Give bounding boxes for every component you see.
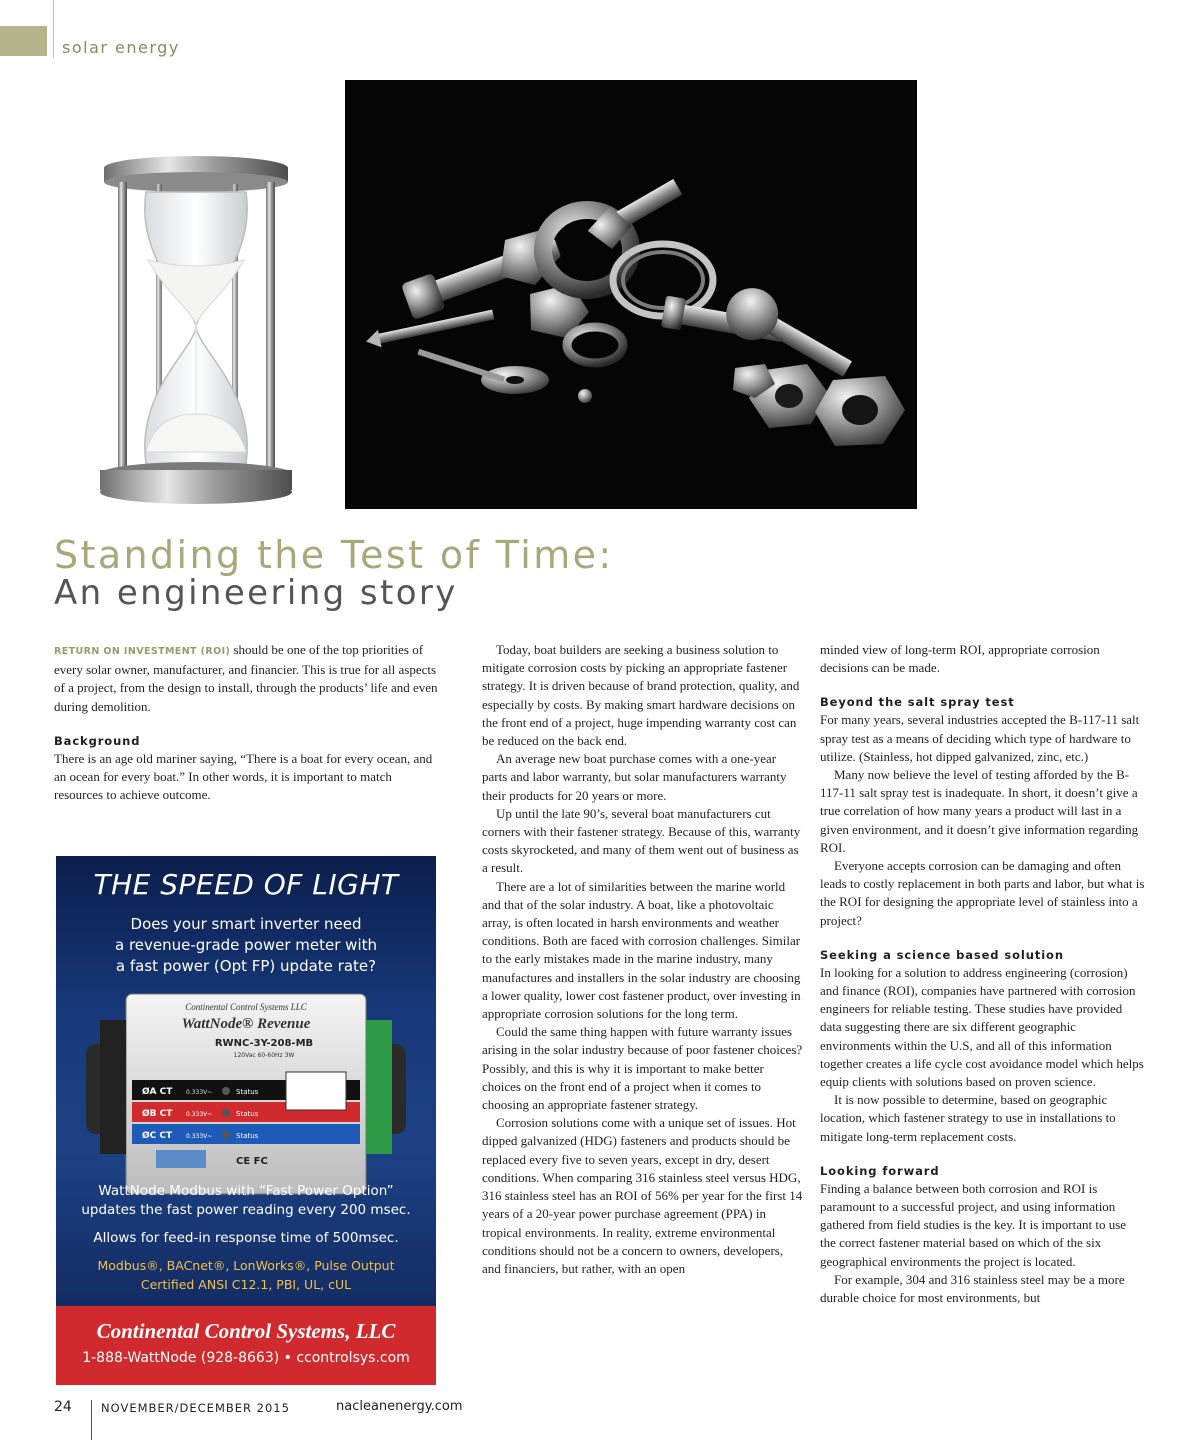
subhead-salt-spray: Beyond the salt spray test [820,695,1015,710]
paragraph: Everyone accepts corrosion can be damaging and often leads to costly replacement in both parts and labor, but what is the ROI for designing the appropriate level of stainless into a project? [820,858,1145,928]
section-tab [0,26,47,56]
paragraph: minded view of long-term ROI, appropriate corrosion decisions can be made. [820,642,1100,676]
paragraph: It is now possible to determine, based on geographic location, which fastener strategy to use in installations to mitigate long-term replacement costs. [820,1092,1116,1144]
paragraph: Could the same thing happen with future warranty issues arising in the solar industry because of poor fastener choices? Possibly, and this is why it is important to make better choices on the front end of a project when it comes to choosing an appropriate fastener strategy. [482,1024,803,1113]
ad-footer-banner [56,1306,436,1385]
paragraph: There is an age old mariner saying, “There is a boat for every ocean, and an ocean for every boat.” In other words, it is important to match resources to achieve outcome. [54,750,433,803]
paragraph: Today, boat builders are seeking a business solution to mitigate corrosion costs by picking an appropriate fastener strategy. It is driven because of brand protection, quality, and especially by costs. By making smart hardware decisions on the front end of a project, huge impending warranty cost can be reduced on the back end. [482,642,800,749]
paragraph: For example, 304 and 316 stainless steel may be a more durable choice for most environments, but [820,1271,1125,1306]
subhead-science: Seeking a science based solution [820,947,1064,962]
fasteners-image [345,80,917,509]
folio-divider [91,1400,92,1440]
ad-features: WattNode Modbus with “Fast Power Option” updates the fast power reading every 200 msec. [81,1183,411,1218]
subhead-looking-forward: Looking forward [820,1163,940,1178]
paragraph: Many now believe the level of testing afforded by the B-117-11 salt spray test is inadequate. In short, it doesn’t give a true correlation of how many years a product will last in a given environment, and it doesn’t give information regarding ROI. [820,767,1139,855]
headline-subtitle: An engineering story [54,573,458,613]
ad-contact[interactable]: 1-888-WattNode (928-8663) • ccontrolsys.com [82,1350,410,1366]
ad-headline: THE SPEED OF LIGHT [93,868,399,901]
article-column-3 [820,641,1145,1307]
lead-in: RETURN ON INVESTMENT (ROI) [54,646,231,657]
paragraph: An average new boat purchase comes with a one-year parts and labor warranty, but solar manufacturers warranty their products for 20 years or more. [482,751,787,803]
article-column-2 [482,641,804,1278]
svg-text:ØC CT: ØC CT [142,1131,173,1141]
intro-paragraph: RETURN ON INVESTMENT (ROI) should be one of the top priorities of every solar owner, manufacturer, and financier. This is true for all aspects of a project, from the design to install, through the products’ life and even during demolition. [54,642,438,714]
ad-company-name: Continental Control Systems, LLC [96,1319,396,1343]
paragraph: For many years, several industries accepted the B-117-11 salt spray test as a means of deciding which type of hardware to utilize. (Stainless, hot dipped galvanized, zinc, etc.) [820,712,1140,764]
subhead-background: Background [54,733,141,748]
headline-title: Standing the Test of Time: [54,533,614,577]
page-number: 24 [54,1399,72,1415]
ad-response: Allows for feed-in response time of 500msec. [93,1230,399,1246]
svg-text:CE FC: CE FC [236,1156,268,1167]
svg-text:0.333V~: 0.333V~ [186,1089,213,1096]
paragraph: Finding a balance between both corrosion and ROI is paramount to a successful project, and using information gathered from field studies is the key. It is important to use the correct fastener material based on which of the six geographical environments the project is located. [820,1180,1127,1269]
svg-text:Status: Status [236,1088,259,1096]
ad-protocols: Modbus®, BACnet®, LonWorks®, Pulse Output Certified ANSI C12.1, PBI, UL, cUL [97,1258,395,1292]
article-column-1 [54,641,440,804]
paragraph: Up until the late 90’s, several boat manufacturers cut corners with their fastener strategy. Because of this, warranty costs skyrocketed, and many of them went out of business as a result. [482,805,801,876]
paragraph: In looking for a solution to address engineering (corrosion) and finance (ROI), companies have partnered with corrosion engineers for reliable testing. These studies have provided data suggesting there are six different geographic environments within the U.S, and all of this information together creates a life cycle cost avoidance model which helps equip clients with solutions based on proven science. [820,964,1144,1090]
svg-text:120Vac 60-60Hz 3W: 120Vac 60-60Hz 3W [233,1052,295,1059]
ad-question: Does your smart inverter need a revenue-grade power meter with a fast power (Opt FP) update rate? [114,915,378,975]
site-url[interactable]: nacleanenergy.com [336,1399,463,1414]
svg-text:WattNode® Revenue: WattNode® Revenue [181,1016,311,1032]
svg-text:RWNC-3Y-208-MB: RWNC-3Y-208-MB [214,1038,314,1049]
svg-text:ØA CT: ØA CT [142,1087,173,1097]
svg-text:ØB CT: ØB CT [142,1109,173,1119]
section-rule [53,0,54,58]
svg-text:Continental Control Systems LL: Continental Control Systems LLC [185,1002,307,1012]
svg-text:0.333V~: 0.333V~ [186,1133,213,1140]
svg-text:0.333V~: 0.333V~ [186,1111,213,1118]
issue-date: NOVEMBER/DECEMBER 2015 [101,1401,290,1415]
paragraph: There are a lot of similarities between the marine world and that of the solar industry. A boat, like a photovoltaic array, is often located in harsh environments and weather conditions. Both are faced with corrosion challenges. Similar to the early mistakes made in the marine industry, many manufactures and installers in the solar industry are choosing a lower quality, lower cost fastener product, over investing in appropriate corrosion solutions for the long term. [482,878,801,1022]
paragraph: Corrosion solutions come with a unique set of issues. Hot dipped galvanized (HDG) fasteners and products should be replaced every five to seven years, except in dry, desert conditions. When comparing 316 stainless steel versus HDG, 316 stainless steel has an ROI of 56% per year for the first 14 years of a 20-year power purchase agreement (PPA) in tropical environments. In reality, extreme environmental conditions should not be a concern to owners, developers, and financiers, but rather, with an open [482,1115,803,1276]
hourglass-image [96,152,296,507]
power-meter-image [86,974,406,1204]
svg-text:Status: Status [236,1132,259,1140]
advertisement[interactable] [56,856,436,1385]
section-label: solar energy [62,38,180,57]
svg-text:Status: Status [236,1110,259,1118]
